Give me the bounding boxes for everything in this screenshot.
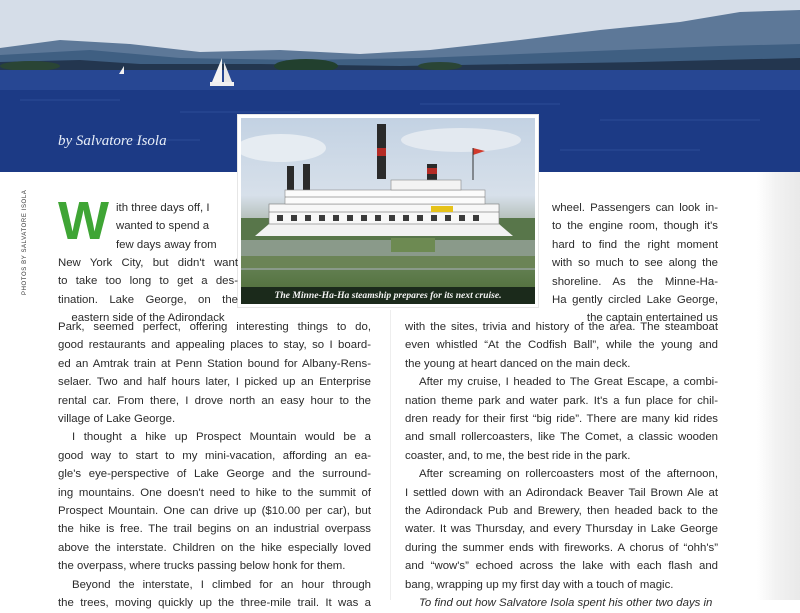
- text-line: during the summer ends with fireworks. A chorus of “ohh's”: [405, 541, 718, 554]
- text-line: ed an Amtrak train at Penn Station bound for Albany-Rens-: [58, 357, 371, 370]
- text-line: and small rollercoasters, like The Comet, a classic wooden: [405, 431, 718, 444]
- text-line: tination. Lake George, on the: [58, 293, 238, 306]
- text-line: to take too long to get a des-: [58, 275, 238, 288]
- text-line: dren ready for their first “big ride”. There are many kid rides: [405, 413, 718, 426]
- byline: by Salvatore Isola: [58, 133, 167, 149]
- text-line: and “wow's” echoed across the lake with each flash and: [405, 560, 718, 573]
- text-line: the captain entertained us: [586, 312, 718, 325]
- text-line: the overpass, where trucks passing below honk for them.: [58, 560, 346, 573]
- text-line: selaer. Two and half hours later, I picked up an Enterprise: [58, 376, 371, 389]
- text-line: above the interstate. Children on the hike especially loved: [58, 541, 371, 554]
- text-line: ing mountains. One doesn't need to hike to the summit of: [58, 486, 371, 499]
- drop-cap: W: [58, 191, 109, 251]
- text-line: After screaming on rollercoasters most of the afternoon,: [419, 468, 718, 481]
- right-column-body: [405, 318, 718, 613]
- photo-caption: The Minne-Ha-Ha steamship prepares for its next cruise.: [241, 287, 535, 304]
- text-line: nation theme park and water park. It's a fun place for chil-: [405, 394, 718, 407]
- text-line: with so much to see along the: [552, 257, 718, 270]
- text-line: the Adirondack Pub and Brewery, then headed back to the: [405, 505, 718, 518]
- text-line: rental car. From there, I drove north an easy hour to the: [58, 394, 371, 407]
- text-line: bang, wrapping up my first day with a touch of magic.: [405, 578, 674, 591]
- text-line: New York City, but didn't want: [58, 257, 238, 269]
- text-line: After my cruise, I headed to The Great Escape, a combi-: [419, 376, 718, 389]
- left-column-intro-cont: [58, 254, 238, 328]
- column-divider: [390, 310, 391, 600]
- text-line: Beyond the interstate, I climbed for an hour through: [72, 578, 371, 591]
- left-column-body: [58, 318, 371, 613]
- text-line: gle's eye-perspective of Lake George and the surround-: [58, 468, 371, 481]
- right-column-upper: [552, 199, 718, 328]
- text-line: water. It was Thursday, and every Thursday in Lake George: [405, 523, 718, 536]
- text-line: with the sites, trivia and history of the area. The steamboat: [405, 321, 718, 333]
- text-line: good way to start to my mini-vacation, affording an ea-: [58, 449, 371, 462]
- ship-hull: [255, 224, 513, 236]
- text-line: the trees, moving quickly up the three-mile trail. It was a: [58, 597, 371, 610]
- steamship-photo: [238, 115, 538, 307]
- text-line: ith three days off, I: [116, 202, 210, 214]
- text-line: hard to find the right moment: [552, 238, 718, 251]
- steamship-image: [241, 118, 535, 290]
- text-line: eastern side of the Adirondack: [71, 312, 225, 325]
- text-line: Ha gently circled Lake George,: [552, 294, 718, 307]
- text-line: to the engine room, though it's: [552, 220, 718, 233]
- text-line: wheel. Passengers can look in-: [552, 202, 718, 214]
- page-edge: [757, 172, 800, 600]
- photo-credit: PHOTOS BY SALVATORE ISOLA: [22, 189, 28, 295]
- text-line: Prospect Mountain. One can drive up ($10.00 per car), but: [58, 505, 371, 518]
- text-line: shoreline. As the Minne-Ha-: [552, 275, 718, 288]
- text-line: Park, seemed perfect, offering interesting things to do,: [58, 321, 371, 333]
- text-line: I settled down with an Adirondack Beaver Tail Brown Ale at: [405, 486, 718, 499]
- text-line: wanted to spend a: [116, 220, 210, 233]
- text-line: the young at heart danced on the main deck.: [405, 357, 631, 370]
- text-line: good restaurants and appealing places to stay, so I board-: [58, 339, 371, 352]
- left-column-intro: [116, 199, 234, 254]
- text-line: I thought a hike up Prospect Mountain would be a: [72, 431, 371, 444]
- text-line: few days away from: [116, 238, 217, 251]
- text-line: coaster, and, to me, the best ride in the park.: [405, 449, 631, 462]
- text-line: the hike is free. The trail begins on an industrial overpass: [58, 523, 371, 536]
- text-line: even whistled “At the Codfish Ball”, while the young and: [405, 339, 718, 352]
- text-line: village of Lake George.: [58, 413, 176, 426]
- text-line: To find out how Salvatore Isola spent his other two days in: [419, 597, 713, 610]
